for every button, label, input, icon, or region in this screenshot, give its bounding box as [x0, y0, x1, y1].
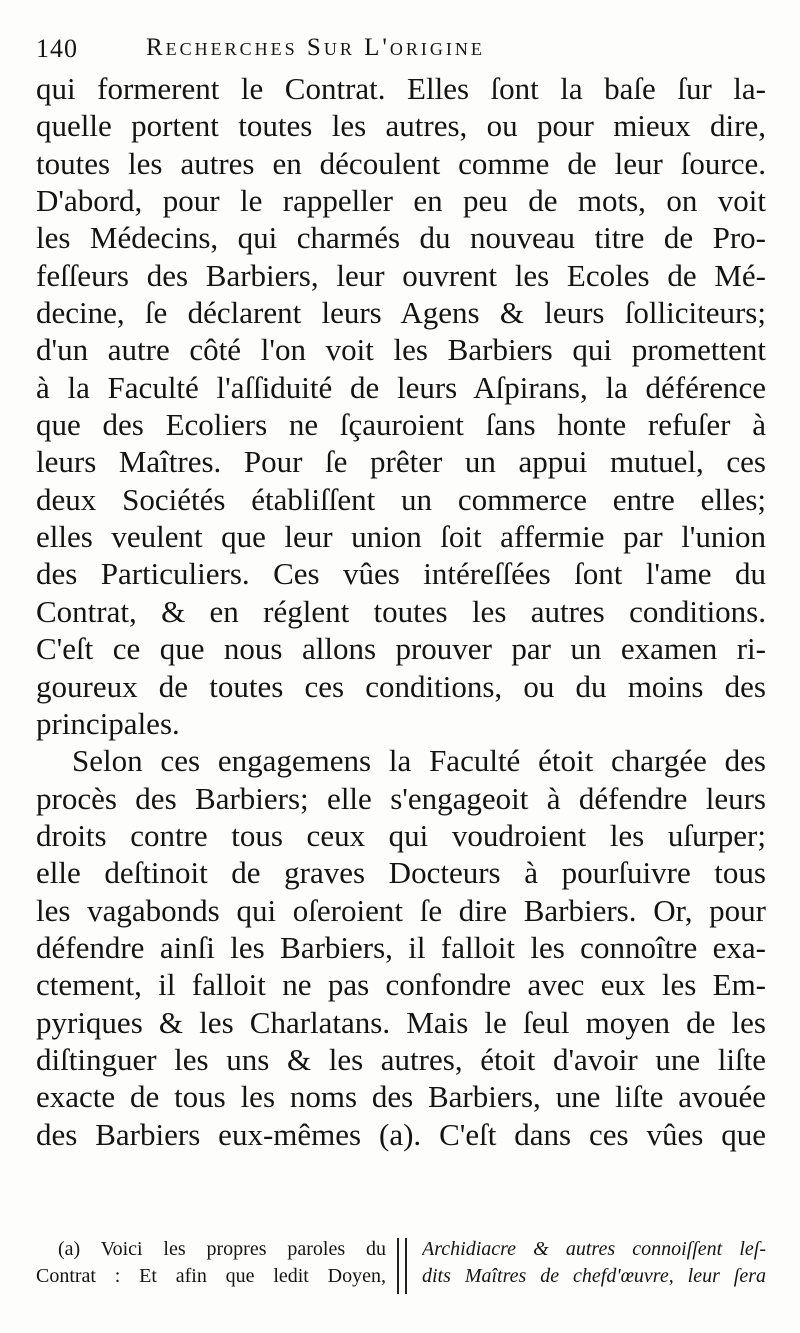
footnotes — [36, 1236, 766, 1296]
footnote-left-column — [36, 1236, 386, 1290]
page-header — [36, 34, 776, 70]
text-line: les Médecins, qui charmés du nouveau titre de Pro- — [36, 220, 766, 256]
text-line: droits contre tous ceux qui voudroient les uſurper; — [36, 817, 766, 853]
running-head: Recherches Sur L'origine — [146, 34, 485, 61]
text-line: que des Ecoliers ne ſçauroient ſans honte refuſer à — [36, 407, 766, 443]
footnote-right-column — [422, 1236, 766, 1290]
text-line: pyriques & les Charlatans. Mais le ſeul moyen de les — [36, 1004, 766, 1040]
text-line: diſtinguer les uns & les autres, étoit d'avoir une liſte — [36, 1041, 766, 1077]
text-line: C'eſt ce que nous allons prouver par un examen ri- — [36, 631, 766, 667]
footnote-line: dits Maîtres de chefd'œuvre, leur ſera — [422, 1265, 766, 1287]
text-line: exacte de tous les noms des Barbiers, une liſte avouée — [36, 1079, 766, 1115]
footnote-column-divider — [397, 1238, 407, 1294]
text-line: des Barbiers eux-mêmes (a). C'eſt dans ces vûes que — [36, 1116, 766, 1152]
text-line: quelle portent toutes les autres, ou pour mieux dire, — [36, 108, 766, 144]
footnote-line: Archidiacre & autres connoiſſent leſ- — [422, 1238, 766, 1260]
text-line: défendre ainſi les Barbiers, il falloit les connoître exa- — [36, 929, 766, 965]
text-line: elle deſtinoit de graves Docteurs à pourſuivre tous — [36, 855, 766, 891]
main-text — [36, 70, 766, 1153]
footnote-line: (a) Voici les propres paroles du — [58, 1238, 386, 1260]
footnote-line: Contrat : Et afin que ledit Doyen, — [36, 1265, 386, 1287]
text-line: toutes les autres en découlent comme de leur ſource. — [36, 145, 766, 181]
text-line: ctement, il falloit ne pas confondre avec eux les Em- — [36, 967, 766, 1003]
text-line: goureux de toutes ces conditions, ou du moins des — [36, 668, 766, 704]
text-line: D'abord, pour le rappeller en peu de mots, on voit — [36, 183, 766, 219]
text-line: qui formerent le Contrat. Elles ſont la baſe ſur la- — [36, 71, 766, 106]
text-line: Selon ces engagemens la Faculté étoit chargée des — [72, 743, 766, 779]
text-line: deux Sociétés établiſſent un commerce entre elles; — [36, 481, 766, 517]
text-line: principales. — [36, 705, 180, 741]
text-line: procès des Barbiers; elle s'engageoit à défendre leurs — [36, 780, 766, 816]
text-line: Contrat, & en réglent toutes les autres conditions. — [36, 593, 766, 629]
text-line: les vagabonds qui oſeroient ſe dire Barbiers. Or, pour — [36, 892, 766, 928]
text-line: des Particuliers. Ces vûes intéreſſées ſont l'ame du — [36, 556, 766, 592]
text-line: leurs Maîtres. Pour ſe prêter un appui mutuel, ces — [36, 444, 766, 480]
text-line: elles veulent que leur union ſoit affermie par l'union — [36, 519, 766, 555]
text-line: feſſeurs des Barbiers, leur ouvrent les Ecoles de Mé- — [36, 257, 766, 293]
page-number: 140 — [36, 34, 78, 63]
text-line: decine, ſe déclarent leurs Agens & leurs ſolliciteurs; — [36, 295, 766, 331]
text-line: à la Faculté l'aſſiduité de leurs Aſpirans, la déférence — [36, 369, 766, 405]
text-line: d'un autre côté l'on voit les Barbiers qui promettent — [36, 332, 766, 368]
